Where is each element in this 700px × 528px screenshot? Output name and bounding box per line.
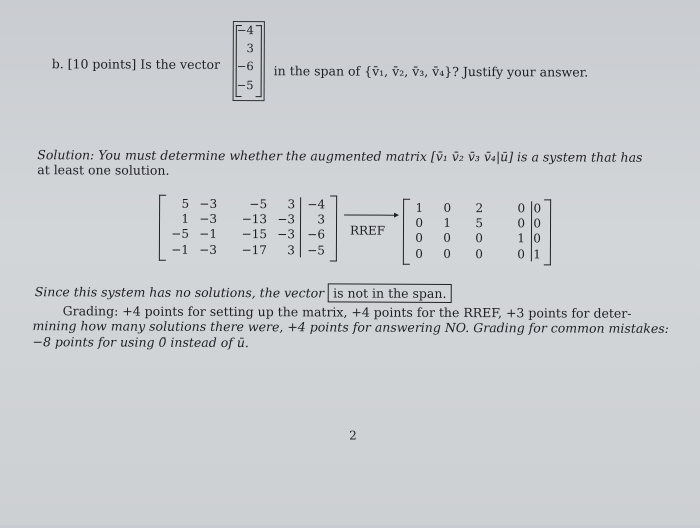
matrix-cell: 0 bbox=[475, 231, 483, 246]
matrix-cell: 3 bbox=[287, 243, 295, 258]
solution-line-2: at least one solution. bbox=[37, 162, 170, 178]
matrix-cell: −3 bbox=[199, 211, 218, 226]
conclusion-text: Since this system has no solutions, the vector bbox=[34, 284, 325, 301]
matrix-cell: 0 bbox=[415, 230, 423, 245]
matrix-cell: 1 bbox=[533, 247, 541, 262]
matrix-cell: 0 bbox=[517, 247, 525, 262]
matrix-cell: −1 bbox=[171, 242, 189, 257]
matrix-cell: 0 bbox=[443, 230, 451, 245]
matrix-cell: −15 bbox=[241, 227, 268, 242]
answer-box: is not in the span. bbox=[328, 283, 451, 303]
matrix-cell: −3 bbox=[199, 196, 218, 211]
matrix-cell: 5 bbox=[181, 196, 190, 211]
matrix-cell: 0 bbox=[443, 200, 452, 215]
matrix-cell: −13 bbox=[241, 212, 268, 227]
matrix-cell: −3 bbox=[277, 212, 296, 227]
vector-entry: 3 bbox=[246, 41, 254, 56]
matrix-cell: 1 bbox=[443, 215, 452, 230]
solution-line-1: Solution: You must determine whether the augmented matrix [v̄₁ v̄₂ v̄₃ v̄₄|ū] is a system that has bbox=[37, 147, 643, 165]
matrix-cell: 1 bbox=[517, 231, 525, 246]
matrix-cell: 3 bbox=[287, 197, 296, 212]
matrix-cell: −3 bbox=[277, 227, 296, 242]
grading-line-2: mining how many solutions there were, +4 points for answering NO. Grading for common mistakes: bbox=[32, 318, 669, 336]
matrix-cell: −5 bbox=[171, 226, 190, 241]
grading-line-3: −8 points for using 0̄ instead of ū. bbox=[32, 334, 249, 351]
matrix-cell: 0 bbox=[533, 231, 541, 246]
augmented-matrix bbox=[159, 193, 337, 264]
matrix-cell: 0 bbox=[517, 201, 526, 216]
matrix-cell: −4 bbox=[307, 197, 326, 212]
matrix-cell: −6 bbox=[307, 227, 326, 242]
question-text: in the span of {v̄₁, v̄₂, v̄₃, v̄₄}? Justify your answer. bbox=[273, 63, 589, 80]
question-label: b. [10 points] Is the vector bbox=[51, 56, 221, 72]
matrix-cell: 0 bbox=[415, 246, 423, 261]
matrix-cell: −5 bbox=[307, 243, 325, 258]
rref-matrix bbox=[403, 197, 551, 268]
matrix-cell: 5 bbox=[475, 216, 484, 231]
matrix-cell: 2 bbox=[475, 201, 484, 216]
matrix-cell: 0 bbox=[475, 247, 483, 262]
grading-line-1: Grading: +4 points for setting up the matrix, +4 points for the RREF, +3 points for deter- bbox=[62, 303, 632, 321]
matrix-cell: −5 bbox=[249, 197, 268, 212]
rref-arrow: ▸ bbox=[344, 210, 399, 222]
matrix-cell: −3 bbox=[199, 242, 217, 257]
vector-entry: −5 bbox=[236, 78, 254, 93]
matrix-cell: 1 bbox=[415, 200, 424, 215]
rref-label: RREF bbox=[349, 223, 386, 238]
matrix-cell: 0 bbox=[415, 215, 424, 230]
matrix-cell: 1 bbox=[181, 211, 190, 226]
matrix-cell: −1 bbox=[199, 226, 218, 241]
page-number: 2 bbox=[349, 428, 357, 443]
conclusion-line bbox=[35, 285, 452, 301]
target-vector bbox=[233, 21, 265, 101]
matrix-cell: 0 bbox=[517, 216, 526, 231]
matrix-cell: 3 bbox=[317, 212, 326, 227]
matrix-cell: −17 bbox=[241, 243, 267, 258]
matrix-cell: 0 bbox=[443, 246, 451, 261]
vector-entry: −6 bbox=[236, 59, 254, 74]
matrix-cell: 0 bbox=[533, 216, 542, 231]
vector-entry: −4 bbox=[236, 23, 254, 38]
matrix-cell: 0 bbox=[533, 201, 542, 216]
